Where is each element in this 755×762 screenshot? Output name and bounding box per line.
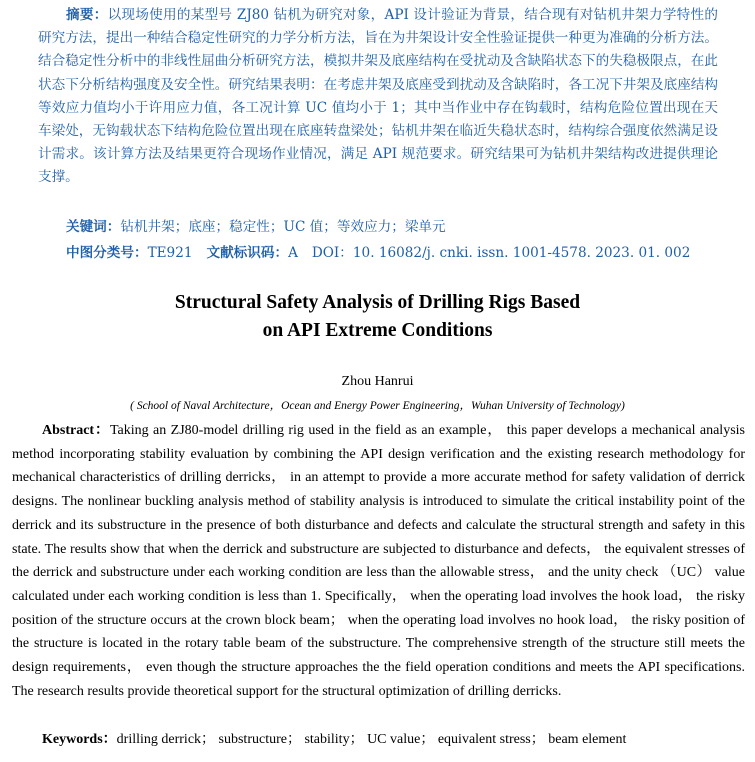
chinese-keywords-text: 钻机井架；底座；稳定性；UC 值；等效应力；梁单元 — [120, 219, 446, 235]
english-title — [0, 289, 755, 345]
english-abstract-label: Abstract： — [42, 423, 110, 438]
chinese-keywords-label: 关键词： — [66, 219, 121, 235]
english-title-line-1: Structural Safety Analysis of Drilling Rigs Based — [174, 292, 581, 313]
english-keywords-text: drilling derrick； substructure； stability； UC value； equivalent stress； beam element — [116, 732, 627, 747]
author-name: Zhou Hanrui — [341, 374, 414, 389]
document-code-value: A — [288, 245, 298, 261]
english-keywords — [42, 729, 742, 751]
chinese-abstract-text: 以现场使用的某型号 ZJ80 钻机为研究对象，API 设计验证为背景，结合现有对钻机井架力学特性的研究方法，提出一种结合稳定性研究的力学分析方法，旨在为井架设计安全性验证提供一种更为准确的分析方法。结合稳定性分析中的非线性屈曲分析研究方法，模拟井架及底座结构在受扰动及含缺陷状态下的失稳极限点，在此状态下分析结构强度及安全性。研究结果表明：在考虑井架及底座受到扰动及含缺陷时，各工况下井架及底座结构等效应力值均小于许用应力值，各工况计算 UC 值均小于 1；其中当作业中存在钩载时，结构危险位置出现在天车梁处，无钩载状态下结构危险位置出现在底座转盘梁处；钻机井架在临近失稳状态时，结构综合强度依然满足设计需求。该计算方法及结果更符合现场作业情况，满足 API 规范要求。研究结果可为钻机井架结构改进提供理论支撑。 — [38, 7, 718, 186]
chinese-classification — [38, 242, 746, 265]
author-affiliation: ( School of Naval Architecture，Ocean and Energy Power Engineering，Wuhan University of Technology) — [130, 400, 625, 412]
classification-label: 中图分类号： — [66, 245, 148, 261]
classification-value: TE921 — [147, 245, 193, 261]
english-abstract — [12, 419, 745, 703]
english-title-line-2: on API Extreme Conditions — [262, 320, 493, 341]
chinese-abstract — [38, 4, 718, 190]
english-keywords-label: Keywords： — [42, 732, 117, 747]
chinese-keywords — [38, 216, 746, 239]
chinese-abstract-label: 摘要： — [66, 7, 108, 23]
document-code-label: 文献标识码： — [206, 245, 289, 261]
doi-text: DOI：10. 16082/j. cnki. issn. 1001-4578. 2023. 01. 002 — [311, 245, 691, 261]
english-abstract-text: Taking an ZJ80-model drilling rig used in the field as an example， this paper develops a mechanical analysis method incorporating stability evaluation by combining the API design verification and the existing research methodology for mechanical characteristics of drilling derricks， in an attempt to provide a more accurate method for safety validation of derrick designs. The nonlinear buckling analysis method of stability analysis is introduced to simulate the critical instability point of the derrick and its substructure in the presence of both disturbance and defects and calculate the structural strength and safety in this state. The results show that when the derrick and substructure are subjected to disturbance and defects， the equivalent stresses of the derrick and substructure under each working condition are less than the allowable stress， and the unity check （UC） value calculated under each working condition is less than 1. Specifically， when the operating load involves the hook load， the risky position of the structure occurs at the crown block beam； when the operating load involves no hook load， the risky position of the structure is located in the rotary table beam of the substructure. The comprehensive strength of the structure still meets the design requirements， even though the structure approaches the the field operation conditions and meets the API specifications. The research results provide theoretical support for the structural optimization of drilling derricks. — [12, 423, 745, 699]
